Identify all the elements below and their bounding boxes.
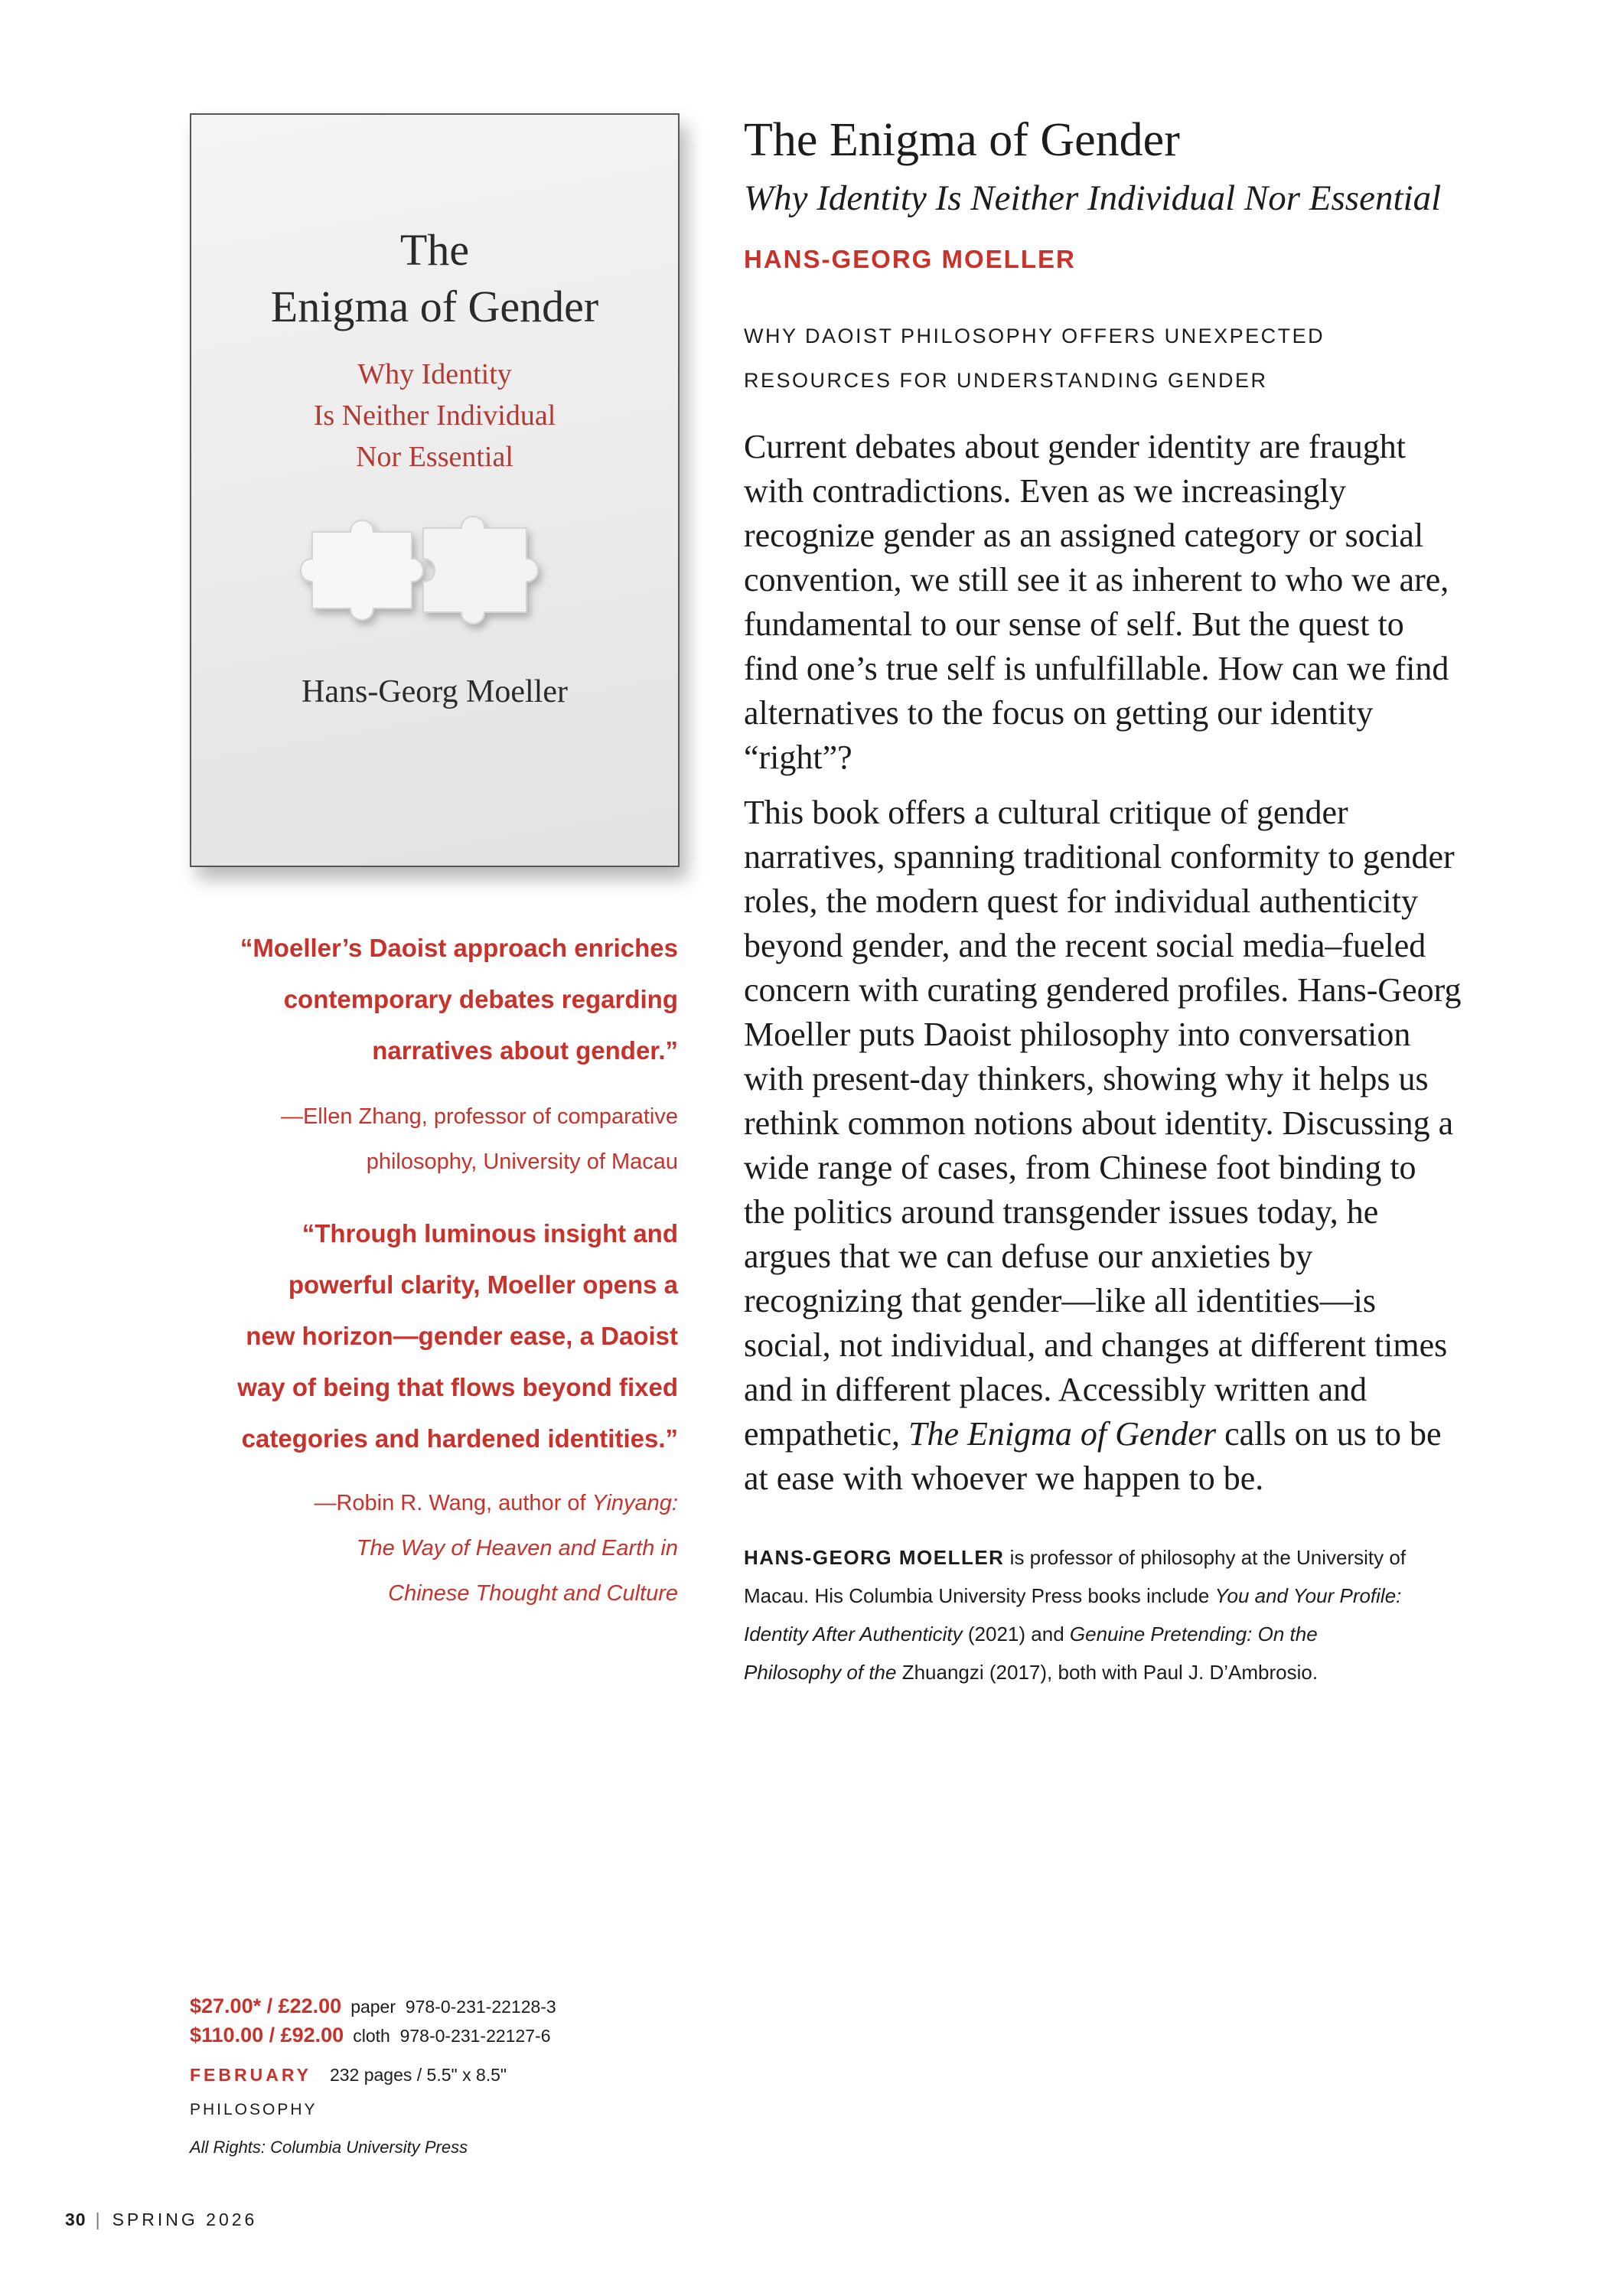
rights-info: All Rights: Columbia University Press bbox=[190, 2138, 468, 2157]
season-label: SPRING 2026 bbox=[112, 2210, 258, 2229]
book-title: The Enigma of Gender bbox=[744, 114, 1180, 166]
book-cover bbox=[190, 113, 680, 867]
quote-zhang: “Moeller’s Daoist approach enriches contemporary debates regarding narratives about gender.” bbox=[240, 934, 678, 1065]
quote-attribution-zhang: —Ellen Zhang, professor of comparative philosophy, University of Macau bbox=[280, 1104, 678, 1174]
book-tagline: WHY DAOIST PHILOSOPHY OFFERS UNEXPECTED RESOURCES FOR UNDERSTANDING GENDER bbox=[744, 325, 1325, 392]
bio-author-name: HANS-GEORG MOELLER bbox=[744, 1546, 1005, 1569]
price-cloth: $110.00 / £92.00 cloth 978-0-231-22127-6 bbox=[190, 2024, 551, 2047]
category-label: PHILOSOPHY bbox=[190, 2101, 318, 2118]
cover-subtitle: Why Identity Is Neither Individual Nor Essential bbox=[313, 358, 556, 473]
page-footer: 30 | SPRING 2026 bbox=[65, 2210, 258, 2229]
publication-info: FEBRUARY 232 pages / 5.5" x 8.5" bbox=[190, 2065, 507, 2085]
puzzle-pieces-image bbox=[297, 486, 572, 647]
book-description bbox=[744, 425, 1463, 1512]
quote-wang: “Through luminous insight and powerful clarity, Moeller opens a new horizon—gender ease, a Daoist way of being that flows beyond fixed categories and hardened identities.” bbox=[237, 1219, 678, 1453]
cover-author: Hans-Georg Moeller bbox=[302, 674, 568, 709]
quote-attribution-wang: —Robin R. Wang, author of Yinyang: The Way of Heaven and Earth in Chinese Thought and Culture bbox=[314, 1491, 678, 1606]
author-bio: HANS-GEORG MOELLER is professor of philosophy at the University of Macau. His Columbia University Press books include You and Your Profile: Identity After Authenticity (2021) and Genuine Pretending: On the Philosophy of the Zhuangzi (2017), both with Paul J. D’Ambrosio. bbox=[744, 1546, 1407, 1684]
description-paragraph: Current debates about gender identity are fraught with contradictions. Even as we increasingly recognize gender as an assigned category or social convention, we still see it as inherent to who we are, fundamental to our sense of self. But the quest to find one’s true self is unfulfillable. How can we find alternatives to the focus on getting our identity “right”? bbox=[744, 428, 1449, 776]
book-author: HANS-GEORG MOELLER bbox=[744, 245, 1076, 273]
price-paper: $27.00* / £22.00 paper 978-0-231-22128-3 bbox=[190, 1994, 556, 2017]
cover-title: The Enigma of Gender bbox=[270, 225, 599, 331]
page-number: 30 bbox=[65, 2210, 86, 2229]
book-subtitle: Why Identity Is Neither Individual Nor Essential bbox=[744, 178, 1442, 218]
description-paragraph: This book offers a cultural critique of gender narratives, spanning traditional conformity to gender roles, the modern quest for individual authenticity beyond gender, and the recent social media–fueled concern with curating gendered profiles. Hans-Georg Moeller puts Daoist philosophy into conversation with present-day thinkers, showing why it helps us rethink common notions about identity. Discussing a wide range of cases, from Chinese foot binding to the politics around transgender issues today, he argues that we can defuse our anxieties by recognizing that gender—like all identities—is social, not individual, and changes at different times and in different places. Accessibly written and empathetic, The Enigma of Gender calls on us to be at ease with whoever we happen to be. bbox=[744, 794, 1462, 1497]
